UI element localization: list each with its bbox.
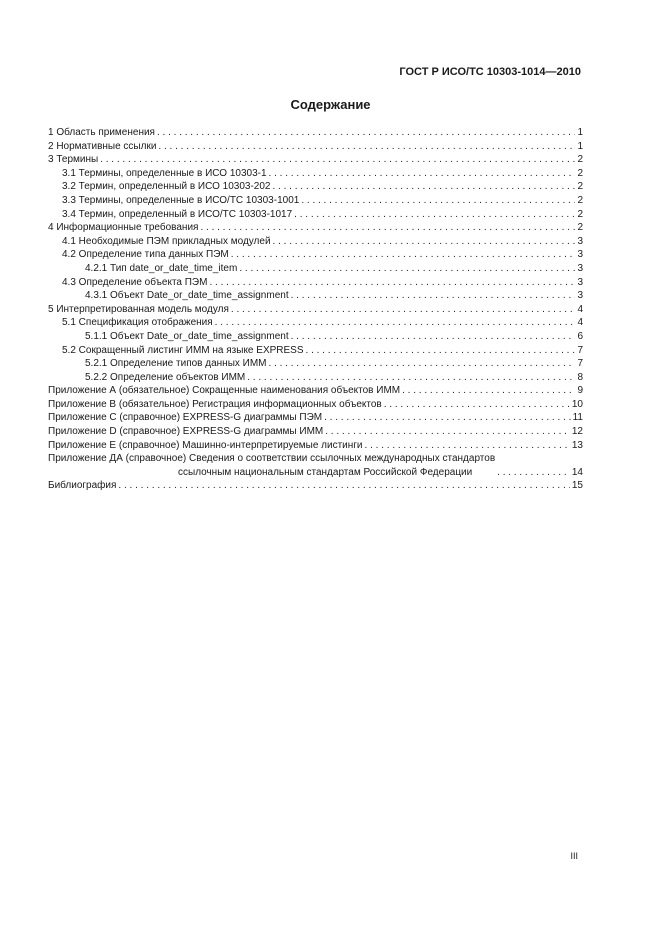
toc-leader-dots bbox=[402, 384, 575, 398]
toc-page-number: 2 bbox=[577, 194, 583, 206]
toc-leader-dots bbox=[269, 167, 576, 181]
toc-title: Содержание bbox=[290, 97, 371, 112]
toc-entry-text: 4.3.1 Объект Date_or_date_time_assignment bbox=[85, 290, 289, 302]
toc-entry-text: Библиография bbox=[48, 480, 117, 492]
page-number-roman: III bbox=[570, 851, 578, 861]
toc-entry-text: 2 Нормативные ссылки bbox=[48, 140, 157, 152]
toc-leader-dots bbox=[269, 357, 576, 371]
toc-entry[interactable] bbox=[48, 344, 583, 358]
toc-page-number: 2 bbox=[577, 222, 583, 234]
toc-entry-text: Приложение С (справочное) EXPRESS-G диаграммы ПЭМ bbox=[48, 412, 323, 424]
toc-entry-text: 3 Термины bbox=[48, 154, 99, 166]
toc-entry-text: 4 Информационные требования bbox=[48, 222, 199, 234]
toc-page-number: 15 bbox=[571, 480, 583, 492]
toc-leader-dots bbox=[294, 208, 575, 222]
toc-entry-text: 5.2.2 Определение объектов ИММ bbox=[85, 371, 246, 383]
toc-leader-dots bbox=[273, 180, 576, 194]
toc-entry-text: 5.1.1 Объект Date_or_date_time_assignment bbox=[85, 330, 289, 342]
toc-entry-text: Приложение А (обязательное) Сокращенные наименования объектов ИММ bbox=[48, 385, 401, 397]
toc-entry[interactable] bbox=[48, 221, 583, 235]
toc-entry-text: 4.2.1 Тип date_or_date_time_item bbox=[85, 262, 238, 274]
toc-entry[interactable] bbox=[48, 208, 583, 222]
toc-entry-text: 4.3 Определение объекта ПЭМ bbox=[62, 276, 208, 288]
toc-leader-dots bbox=[325, 425, 570, 439]
toc-entry[interactable] bbox=[48, 330, 583, 344]
toc-entry[interactable] bbox=[48, 140, 583, 154]
toc-page-number: 8 bbox=[577, 371, 583, 383]
document-code: ГОСТ Р ИСО/ТС 10303-1014—2010 bbox=[399, 66, 581, 78]
toc-entry[interactable] bbox=[48, 235, 583, 249]
toc-page-number: 3 bbox=[577, 262, 583, 274]
toc-leader-dots bbox=[118, 479, 569, 493]
toc-entry-text: Приложение D (справочное) EXPRESS-G диаграммы ИММ bbox=[48, 426, 324, 438]
table-of-contents bbox=[48, 126, 583, 493]
toc-entry-text-line2: ссылочным национальным стандартам Российской Федерации bbox=[178, 466, 473, 478]
toc-entry-text: Приложение Е (справочное) Машинно-интерпретируемые листинги bbox=[48, 439, 363, 451]
toc-page-number: 7 bbox=[577, 358, 583, 370]
toc-leader-dots bbox=[291, 330, 576, 344]
toc-entry[interactable] bbox=[48, 194, 583, 208]
toc-leader-dots bbox=[209, 276, 575, 290]
toc-page-number: 9 bbox=[577, 385, 583, 397]
toc-leader-dots bbox=[273, 235, 576, 249]
toc-entry[interactable] bbox=[48, 276, 583, 290]
toc-leader-dots bbox=[384, 398, 570, 412]
toc-entry[interactable] bbox=[48, 371, 583, 385]
toc-entry-text: 5.2.1 Определение типов данных ИММ bbox=[85, 358, 267, 370]
toc-page-number: 2 bbox=[577, 208, 583, 220]
toc-entry-text-line1: Приложение ДА (справочное) Сведения о соответствии ссылочных международных стандартов bbox=[48, 453, 496, 465]
toc-entry[interactable] bbox=[48, 180, 583, 194]
toc-leader-dots bbox=[324, 411, 571, 425]
toc-entry[interactable] bbox=[48, 248, 583, 262]
toc-entry-annex-c[interactable] bbox=[48, 411, 583, 425]
toc-entry-text: 3.4 Термин, определенный в ИСО/ТС 10303-1017 bbox=[62, 208, 293, 220]
toc-page-number: 7 bbox=[577, 344, 583, 356]
toc-leader-dots bbox=[215, 316, 576, 330]
toc-entry-annex-da[interactable] bbox=[48, 452, 583, 479]
toc-entry[interactable] bbox=[48, 126, 583, 140]
toc-leader-dots bbox=[100, 153, 575, 167]
toc-leader-dots bbox=[291, 289, 576, 303]
toc-leader-dots bbox=[497, 466, 570, 480]
toc-entry[interactable] bbox=[48, 316, 583, 330]
toc-leader-dots bbox=[231, 248, 576, 262]
toc-leader-dots bbox=[247, 371, 575, 385]
toc-page-number: 12 bbox=[571, 426, 583, 438]
toc-page-number: 2 bbox=[577, 181, 583, 193]
toc-page-number: 1 bbox=[577, 127, 583, 138]
toc-entry[interactable] bbox=[48, 357, 583, 371]
toc-leader-dots bbox=[200, 221, 575, 235]
toc-page-number: 2 bbox=[577, 167, 583, 179]
toc-entry-text: 3.3 Термины, определенные в ИСО/ТС 10303-1001 bbox=[62, 194, 300, 206]
toc-page-number: 4 bbox=[577, 303, 583, 315]
toc-page-number: 11 bbox=[572, 412, 583, 424]
toc-entry-text bbox=[48, 452, 497, 479]
toc-page-number: 3 bbox=[577, 249, 583, 261]
toc-entry-annex-e[interactable] bbox=[48, 439, 583, 453]
toc-entry-text: 5 Интерпретированная модель модуля bbox=[48, 303, 229, 315]
toc-leader-dots bbox=[301, 194, 575, 208]
toc-entry[interactable] bbox=[48, 303, 583, 317]
toc-entry-bibliography[interactable] bbox=[48, 479, 583, 493]
toc-entry-annex-b[interactable] bbox=[48, 398, 583, 412]
toc-entry[interactable] bbox=[48, 167, 583, 181]
toc-page-number: 2 bbox=[577, 154, 583, 166]
toc-entry-annex-a[interactable] bbox=[48, 384, 583, 398]
toc-page-number: 1 bbox=[577, 140, 583, 152]
toc-page-number: 14 bbox=[571, 466, 583, 478]
toc-entry[interactable] bbox=[48, 262, 583, 276]
toc-page-number: 4 bbox=[577, 317, 583, 329]
toc-entry-text: 3.2 Термин, определенный в ИСО 10303-202 bbox=[62, 181, 271, 193]
toc-page-number: 3 bbox=[577, 290, 583, 302]
toc-entry-text: 4.1 Необходимые ПЭМ прикладных модулей bbox=[62, 235, 271, 247]
toc-entry-text: Приложение В (обязательное) Регистрация информационных объектов bbox=[48, 398, 382, 410]
toc-page-number: 13 bbox=[571, 439, 583, 451]
toc-entry-text: 5.2 Сокращенный листинг ИММ на языке EXPRESS bbox=[62, 344, 304, 356]
toc-leader-dots bbox=[231, 303, 576, 317]
toc-leader-dots bbox=[157, 126, 575, 140]
toc-leader-dots bbox=[306, 344, 576, 358]
toc-entry[interactable] bbox=[48, 289, 583, 303]
toc-entry-text: 3.1 Термины, определенные в ИСО 10303-1 bbox=[62, 167, 267, 179]
toc-page-number: 6 bbox=[577, 330, 583, 342]
toc-entry-text: 5.1 Спецификация отображения bbox=[62, 317, 213, 329]
toc-leader-dots bbox=[239, 262, 575, 276]
toc-leader-dots bbox=[365, 439, 570, 453]
toc-page-number: 3 bbox=[577, 276, 583, 288]
toc-page-number: 10 bbox=[571, 398, 583, 410]
toc-entry-text: 4.2 Определение типа данных ПЭМ bbox=[62, 249, 229, 261]
toc-entry-annex-d[interactable] bbox=[48, 425, 583, 439]
toc-entry-text: 1 Область применения bbox=[48, 127, 155, 138]
toc-leader-dots bbox=[158, 140, 575, 154]
toc-entry[interactable] bbox=[48, 153, 583, 167]
toc-page-number: 3 bbox=[577, 235, 583, 247]
